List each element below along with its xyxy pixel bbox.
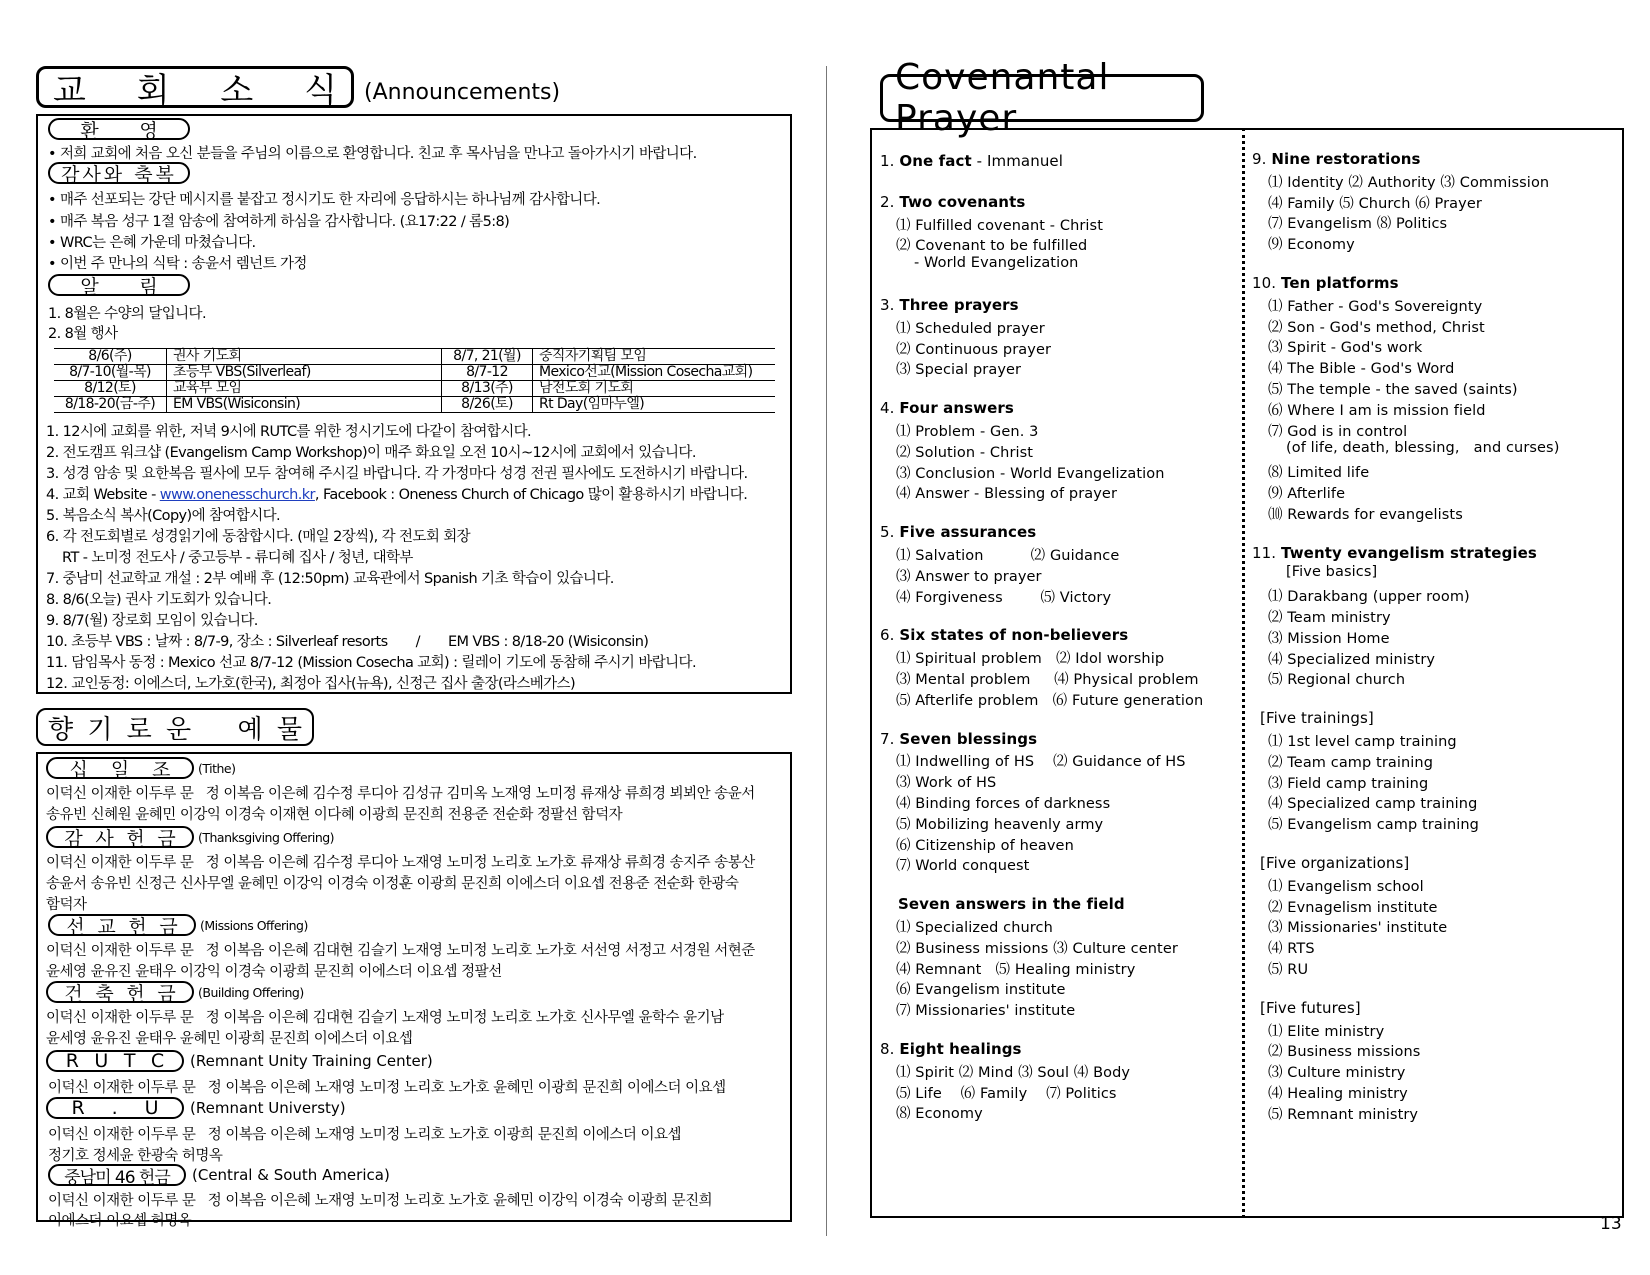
column-divider	[1242, 128, 1245, 1218]
prayer-item: ⑴ Salvation ⑵ Guidance	[896, 548, 1120, 564]
name-line: 윤세영 윤유진 윤태우 이강익 이경숙 이광희 문진희 이에스더 이요셉 정팔선	[46, 964, 502, 980]
prayer-item: ⑸ The temple - the saved (saints)	[1268, 382, 1518, 398]
prayer-item: ⑵ Solution - Christ	[896, 444, 1034, 461]
prayer-item: ⑵ Business missions	[1268, 1044, 1421, 1061]
notice-pre-line: 2. 8월 행사	[48, 326, 118, 342]
prayer-item: ⑺ God is in control	[1268, 423, 1408, 440]
prayer-item: - World Evangelization	[914, 255, 1079, 272]
prayer-item: ⑺ Evangelism ⑻ Politics	[1268, 216, 1448, 233]
ru-label: R . U	[46, 1097, 184, 1119]
thanks-label: 감사와 축복	[48, 162, 190, 184]
announcements-subtitle: (Announcements)	[364, 80, 561, 105]
prayer-item: ⑵ Team camp training	[1268, 754, 1434, 771]
thanksgiving-label: 감 사 헌 금	[46, 826, 194, 848]
rutc-label: R U T C	[46, 1050, 184, 1072]
prayer-item: ⑹ Citizenship of heaven	[896, 837, 1074, 854]
prayer-item: ⑷ Specialized camp training	[1268, 796, 1478, 813]
prayer-item: ⑸ Afterlife problem ⑹ Future generation	[896, 692, 1204, 709]
prayer-item: ⑷ Specialized ministry	[1268, 651, 1436, 668]
prayer-item: ⑸ Remnant ministry	[1268, 1106, 1419, 1123]
page-number: 13	[1600, 1214, 1622, 1234]
announcements-title	[36, 66, 354, 111]
notice-pre-line: 1. 8월은 수양의 달입니다.	[48, 306, 206, 322]
prayer-item: ⑴ Spirit ⑵ Mind ⑶ Soul ⑷ Body	[896, 1064, 1131, 1081]
name-line: 이덕신 이재한 이두루 문 정 이복음 이은혜 김대현 김슬기 노재영 노미정 노리호 노가호 서선영 서정고 서경원 서현준	[46, 943, 755, 959]
prayer-item: ⑶ Mental problem ⑷ Physical problem	[896, 672, 1199, 688]
prayer-item: ⑷ The Bible - God's Word	[1268, 361, 1455, 378]
covenantal-title: Covenantal Prayer	[880, 74, 1204, 122]
prayer-heading: 9. Nine restorations	[1252, 150, 1421, 168]
prayer-heading: 3. Three prayers	[880, 296, 1019, 314]
building-sub: (Building Offering)	[198, 984, 304, 1000]
prayer-item: ⑶ Special prayer	[896, 362, 1022, 379]
notice-line: 10. 초등부 VBS : 날짜 : 8/7-9, 장소 : Silverleaf resorts / EM VBS : 8/18-20 (Wisiconsin)	[46, 634, 649, 650]
prayer-item: ⑴ Elite ministry	[1268, 1023, 1385, 1040]
table-row: 8/7-10(월-목) 초등부 VBS(Silverleaf) 8/7-12 Mexico선교(Mission Cosecha교회)	[54, 365, 775, 381]
notice-line: 1. 12시에 교회를 위한, 저녁 9시에 RUTC를 위한 정시기도에 다같이 참여합시다.	[46, 424, 532, 440]
prayer-item: ⑸ Regional church	[1268, 672, 1406, 689]
title-char: 기	[87, 714, 113, 745]
prayer-heading: 8. Eight healings	[880, 1040, 1022, 1058]
prayer-heading: 11. Twenty evangelism strategies	[1252, 543, 1537, 562]
prayer-heading: 4. Four answers	[880, 399, 1014, 418]
prayer-heading: 2. Two covenants	[880, 192, 1026, 211]
prayer-heading: 6. Six states of non-believers	[880, 626, 1129, 645]
prayer-item: ⑵ Business missions ⑶ Culture center	[896, 940, 1178, 957]
prayer-item: ⑸ Evangelism camp training	[1268, 817, 1479, 834]
notice-line: 3. 성경 암송 및 요한복음 필사에 모두 참여해 주시길 바랍니다. 각 가정마다 성경 전권 필사에도 도전하시기 바랍니다.	[46, 466, 748, 482]
prayer-heading: 7. Seven blessings	[880, 729, 1038, 748]
prayer-item: ⑵ Continuous prayer	[896, 341, 1052, 358]
notice-line: 2. 전도캠프 워크샵 (Evangelism Camp Workshop)이 매주 화요일 오전 10시~12시에 교회에서 있습니다.	[46, 445, 696, 461]
notice-line: 8. 8/6(오늘) 권사 기도회가 있습니다.	[46, 592, 272, 608]
prayer-group-label: [Five futures]	[1260, 998, 1361, 1017]
prayer-item: ⑵ Evnagelism institute	[1268, 899, 1438, 916]
prayer-item: ⑺ World conquest	[896, 858, 1030, 875]
name-line: 이에스더 이요셉 허명옥	[48, 1213, 192, 1229]
prayer-item: ⑷ Family ⑸ Church ⑹ Prayer	[1268, 195, 1482, 212]
prayer-item: [Five basics]	[1286, 564, 1378, 581]
prayer-item: ⑵ Team ministry	[1268, 610, 1391, 626]
prayer-item: ⑺ Missionaries' institute	[896, 1003, 1076, 1020]
prayer-item: ⑷ Forgiveness ⑸ Victory	[896, 589, 1112, 606]
prayer-item: ⑴ Father - God's Sovereignty	[1268, 298, 1483, 315]
notice-label: 알 림	[48, 274, 190, 296]
name-line: 이덕신 이재한 이두루 문 정 이복음 이은혜 노재영 노미정 노리호 노가호 윤혜민 이강익 이경숙 이광희 문진희	[48, 1193, 713, 1209]
title-char: 향	[48, 714, 74, 745]
name-line: 이덕신 이재한 이두루 문 정 이복음 이은혜 김수정 루디아 노재영 노미정 노리호 노가호 류재상 류희경 송지주 송봉산	[46, 855, 755, 871]
thanks-line: • 매주 복음 성구 1절 암송에 참여하게 하심을 감사합니다. (요17:22 / 롬5:8)	[48, 214, 510, 230]
name-line: 이덕신 이재한 이두루 문 정 이복음 이은혜 노재영 노미정 노리호 노가호 윤혜민 이광희 문진희 이에스더 이요셉	[48, 1080, 726, 1096]
thanks-line: • WRC는 은혜 가운데 마쳤습니다.	[48, 235, 256, 251]
name-line: 이덕신 이재한 이두루 문 정 이복음 이은혜 노재영 노미정 노리호 노가호 이광희 문진희 이에스더 이요셉	[48, 1127, 682, 1143]
central-south-sub: (Central & South America)	[192, 1165, 390, 1184]
prayer-heading: Seven answers in the field	[898, 895, 1125, 914]
prayer-item: ⑷ Healing ministry	[1268, 1086, 1408, 1102]
title-char: 교	[53, 70, 86, 111]
prayer-item: ⑴ Fulfilled covenant - Christ	[896, 217, 1103, 234]
prayer-item: (of life, death, blessing, and curses)	[1286, 440, 1560, 457]
name-line: 송윤서 송유빈 신정근 신사무엘 윤혜민 이강익 이경숙 이정훈 이광희 문진희 이에스더 이요셉 전용준 전순화 한광숙	[46, 876, 739, 892]
prayer-item: ⑽ Rewards for evangelists	[1268, 506, 1463, 523]
prayer-item: ⑷ Answer - Blessing of prayer	[896, 486, 1118, 503]
prayer-item: ⑴ Identity ⑵ Authority ⑶ Commission	[1268, 174, 1550, 191]
prayer-item: ⑴ 1st level camp training	[1268, 734, 1457, 750]
prayer-item: ⑷ Binding forces of darkness	[896, 796, 1111, 812]
notice-line: 12. 교인동정: 이에스더, 노가호(한국), 최정아 집사(뉴욕), 신정근 집사 출장(라스베가스)	[46, 676, 576, 692]
title-char: 회	[136, 70, 170, 111]
prayer-item: ⑶ Mission Home	[1268, 630, 1390, 647]
prayer-item: ⑻ Economy	[896, 1106, 983, 1123]
prayer-heading: 5. Five assurances	[880, 523, 1037, 542]
name-line: 송유빈 신혜원 윤혜민 이강익 이경숙 이재현 이다혜 이광희 문진희 전용준 전순화 정팔선 함덕자	[46, 807, 623, 823]
missions-label: 선 교 헌 금	[48, 914, 196, 936]
name-line: 이덕신 이재한 이두루 문 정 이복음 이은혜 김수정 루디아 김성규 김미옥 노재영 노미정 류재상 류희경 뵈뵈안 송윤서	[46, 786, 755, 802]
prayer-item: ⑶ Missionaries' institute	[1268, 920, 1448, 937]
title-char: 소	[220, 70, 254, 111]
prayer-item: ⑸ RU	[1268, 962, 1309, 978]
title-char: 식	[304, 70, 337, 111]
offerings-title	[36, 708, 314, 746]
notice-line: 9. 8/7(월) 장로회 모임이 있습니다.	[46, 613, 258, 629]
tithe-label: 십 일 조	[46, 757, 194, 779]
prayer-item: ⑶ Culture ministry	[1268, 1065, 1406, 1082]
notice-line: RT - 노미정 전도사 / 중고등부 - 류디혜 집사 / 청년, 대학부	[46, 550, 413, 566]
name-line: 함덕자	[46, 897, 87, 913]
prayer-item: ⑸ Life ⑹ Family ⑺ Politics	[896, 1085, 1117, 1102]
title-char: 로	[126, 714, 152, 745]
prayer-item: ⑶ Work of HS	[896, 775, 997, 792]
table-row: 8/6(주) 권사 기도회 8/7, 21(월) 중직자기획팀 모임	[54, 349, 775, 365]
prayer-item: ⑷ Remnant ⑸ Healing ministry	[896, 961, 1136, 978]
prayer-item: ⑸ Mobilizing heavenly army	[896, 816, 1104, 833]
prayer-item: ⑶ Field camp training	[1268, 775, 1429, 792]
prayer-item: ⑼ Afterlife	[1268, 486, 1346, 502]
offerings-box	[36, 752, 792, 1229]
prayer-item: ⑻ Limited life	[1268, 465, 1370, 482]
welcome-label: 환 영	[48, 118, 190, 140]
rutc-sub: (Remnant Unity Training Center)	[190, 1051, 433, 1070]
title-char: 예	[237, 714, 263, 745]
table-row: 8/18-20(금-주) EM VBS(Wisiconsin) 8/26(토) Rt Day(임마누엘)	[54, 397, 775, 413]
tithe-sub: (Tithe)	[198, 760, 236, 776]
prayer-item: ⑴ Problem - Gen. 3	[896, 424, 1039, 440]
website-link[interactable]: www.onenesschurch.kr	[159, 487, 315, 503]
prayer-item: ⑴ Darakbang (upper room)	[1268, 589, 1470, 606]
prayer-heading: 1. One fact - Immanuel	[880, 152, 1064, 170]
prayer-item: ⑶ Spirit - God's work	[1268, 340, 1423, 357]
central-south-label: 중남미 46 헌금	[48, 1164, 186, 1186]
welcome-line: • 저희 교회에 처음 오신 분들을 주님의 이름으로 환영합니다. 친교 후 목사님을 만나고 돌아가시기 바랍니다.	[48, 146, 697, 162]
ru-sub: (Remnant Universty)	[190, 1098, 346, 1117]
thanks-line: • 매주 선포되는 강단 메시지를 붙잡고 정시기도 한 자리에 응답하시는 하나님께 감사합니다.	[48, 192, 601, 208]
thanksgiving-sub: (Thanksgiving Offering)	[198, 829, 335, 845]
missions-sub: (Missions Offering)	[200, 917, 308, 933]
prayer-group-label: [Five organizations]	[1260, 854, 1410, 872]
events-table	[54, 348, 775, 413]
prayer-item: ⑷ RTS	[1268, 941, 1315, 958]
prayer-item: ⑹ Evangelism institute	[896, 982, 1066, 999]
notice-line: 6. 각 전도회별로 성경읽기에 동참합시다. (매일 2장씩), 각 전도회 회장	[46, 529, 471, 545]
prayer-item: ⑵ Son - God's method, Christ	[1268, 319, 1485, 336]
building-label: 건 축 헌 금	[46, 981, 194, 1003]
prayer-group-label: [Five trainings]	[1260, 709, 1374, 728]
title-char: 물	[276, 714, 302, 745]
prayer-item: ⑶ Conclusion - World Evangelization	[896, 465, 1165, 482]
prayer-item: ⑼ Economy	[1268, 237, 1355, 254]
prayer-item: ⑴ Evangelism school	[1268, 878, 1424, 895]
page-divider	[826, 66, 827, 1236]
prayer-item: ⑴ Specialized church	[896, 920, 1053, 936]
prayer-item: ⑹ Where I am is mission field	[1268, 402, 1486, 419]
prayer-item: ⑴ Scheduled prayer	[896, 320, 1045, 337]
notice-line: 5. 복음소식 복사(Copy)에 참여합시다.	[46, 508, 281, 524]
name-line: 정기호 정세윤 한광숙 허명옥	[48, 1148, 223, 1164]
prayer-item: ⑴ Spiritual problem ⑵ Idol worship	[896, 651, 1165, 668]
notice-line: 7. 중남미 선교학교 개설 : 2부 예배 후 (12:50pm) 교육관에서 Spanish 기초 학습이 있습니다.	[46, 571, 614, 587]
title-char: 운	[165, 714, 192, 745]
thanks-line: • 이번 주 만나의 식탁 : 송윤서 렘넌트 가정	[48, 256, 307, 272]
notice-line: 11. 담임목사 동정 : Mexico 선교 8/7-12 (Mission Cosecha 교회) : 릴레이 기도에 동참해 주시기 바랍니다.	[46, 655, 696, 671]
prayer-item: ⑵ Covenant to be fulfilled	[896, 238, 1088, 255]
prayer-heading: 10. Ten platforms	[1252, 274, 1399, 292]
name-line: 이덕신 이재한 이두루 문 정 이복음 이은혜 김대현 김슬기 노재영 노미정 노리호 노가호 신사무엘 윤학수 윤기남	[46, 1010, 724, 1026]
name-line: 윤세영 윤유진 윤태우 윤혜민 이광희 문진희 이에스더 이요셉	[46, 1031, 413, 1047]
notice-line: 4. 교회 Website - www.onenesschurch.kr, Facebook : Oneness Church of Chicago 많이 활용하시기 바랍니다.	[46, 487, 748, 503]
prayer-item: ⑶ Answer to prayer	[896, 568, 1042, 585]
prayer-item: ⑴ Indwelling of HS ⑵ Guidance of HS	[896, 754, 1186, 771]
table-row: 8/12(토) 교육부 모임 8/13(주) 남전도회 기도회	[54, 381, 775, 397]
